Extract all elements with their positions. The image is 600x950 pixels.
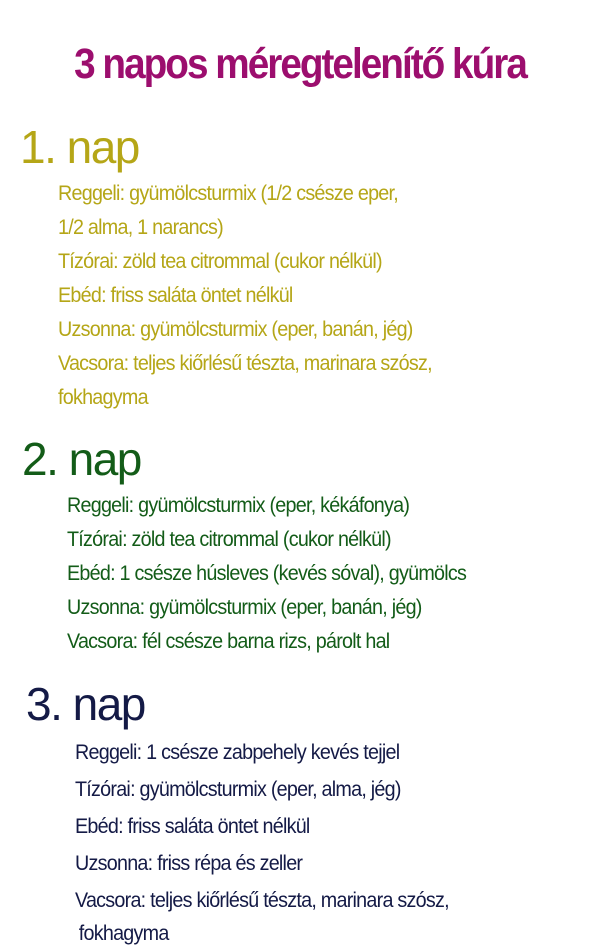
day-2-snack-afternoon: Uzsonna: gyümölcsturmix (eper, banán, jég)	[67, 596, 422, 619]
day-1-dinner: Vacsora: teljes kiőrlésű tészta, marinara szósz,	[58, 352, 432, 375]
day-2-meal-list	[67, 489, 492, 659]
day-2-lunch: Ebéd: 1 csésze húsleves (kevés sóval), gyümölcs	[67, 562, 467, 585]
page-title: 3 napos méregtelenítő kúra	[74, 40, 526, 88]
day-1-lunch: Ebéd: friss saláta öntet nélkül	[58, 284, 293, 307]
day-2-heading: 2. nap	[22, 433, 141, 485]
day-2-breakfast: Reggeli: gyümölcsturmix (eper, kékáfonya)	[67, 494, 410, 517]
day-1-breakfast: Reggeli: gyümölcsturmix (1/2 csésze eper,	[58, 182, 399, 205]
day-1-dinner-continued: fokhagyma	[58, 386, 148, 409]
day-3-heading: 3. nap	[26, 678, 145, 730]
day-1-snack-afternoon: Uzsonna: gyümölcsturmix (eper, banán, jég)	[58, 318, 413, 341]
day-2-snack-morning: Tízórai: zöld tea citrommal (cukor nélkül)	[67, 528, 391, 551]
day-2-dinner: Vacsora: fél csésze barna rizs, párolt hal	[67, 630, 390, 653]
day-3-meal-list	[75, 734, 473, 949]
day-3-dinner: Vacsora: teljes kiőrlésű tészta, marinara szósz,	[75, 889, 449, 912]
day-3-lunch: Ebéd: friss saláta öntet nélkül	[75, 815, 310, 838]
day-1-heading: 1. nap	[20, 121, 139, 173]
day-3-snack-afternoon: Uzsonna: friss répa és zeller	[75, 852, 303, 875]
day-1-meal-list	[58, 177, 456, 415]
day-1-breakfast-continued: 1/2 alma, 1 narancs)	[58, 216, 223, 239]
day-1-snack-morning: Tízórai: zöld tea citrommal (cukor nélkül)	[58, 250, 382, 273]
day-3-breakfast: Reggeli: 1 csésze zabpehely kevés tejjel	[75, 741, 400, 764]
day-3-snack-morning: Tízórai: gyümölcsturmix (eper, alma, jég)	[75, 778, 401, 801]
day-3-dinner-continued: fokhagyma	[78, 922, 169, 945]
